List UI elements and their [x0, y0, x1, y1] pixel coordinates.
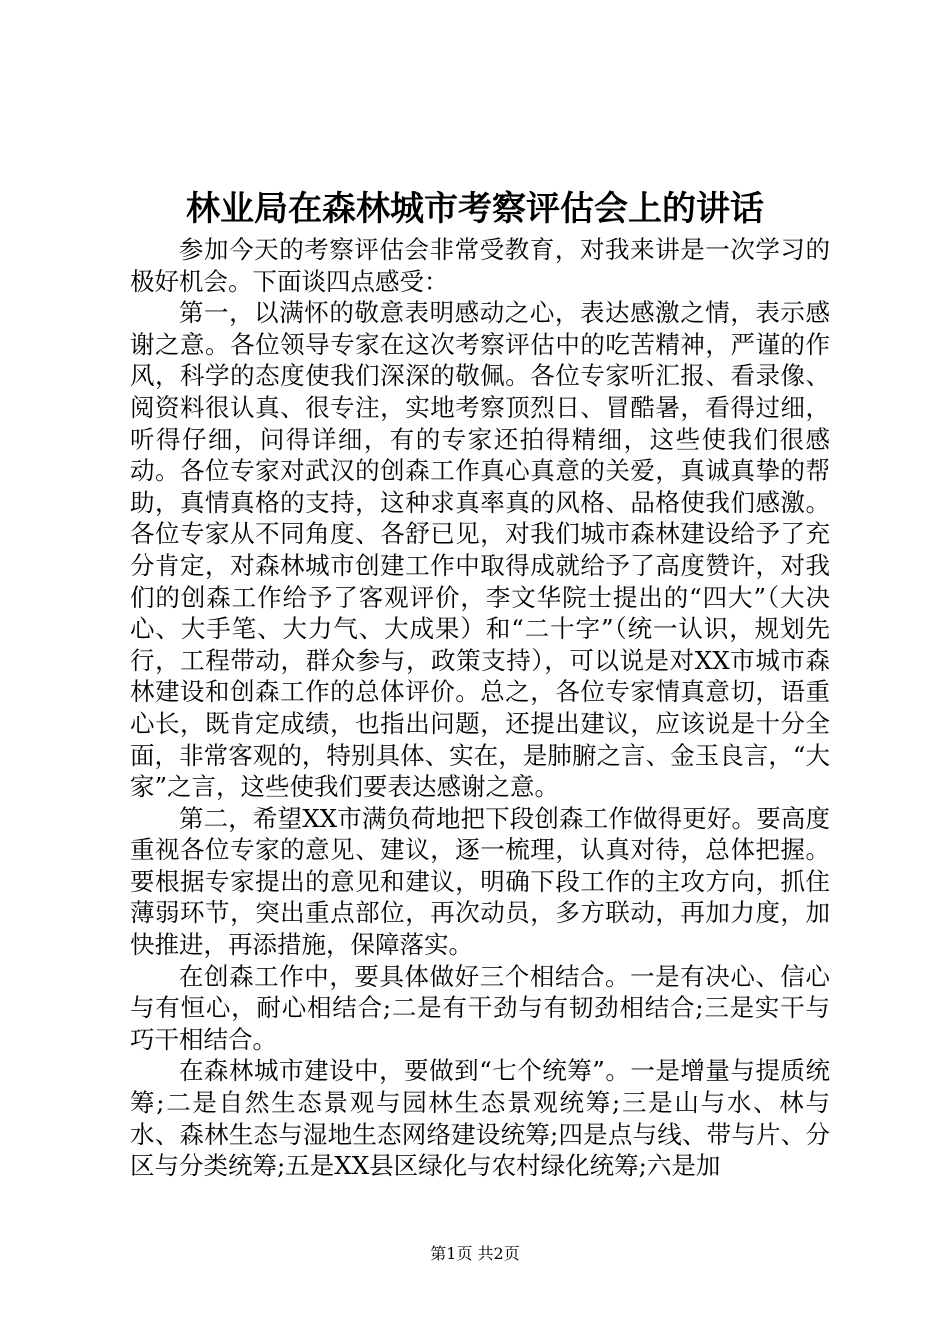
paragraph-second-point: 第二，希望XX市满负荷地把下段创森工作做得更好。要高度重视各位专家的意见、建议，逐一梳理，认真对待，总体把握。要根据专家提出的意见和建议，明确下段工作的主攻方向，抓住薄弱环节，突出重点部位，再次动员，多方联动，再加力度，加快推进，再添措施，保障落实。 [130, 803, 830, 960]
document-title: 林业局在森林城市考察评估会上的讲话 [186, 189, 764, 229]
paragraph-seven-coordinations: 在森林城市建设中，要做到“七个统筹”。一是增量与提质统筹;二是自然生态景观与园林生态景观统筹;三是山与水、林与水、森林生态与湿地生态网络建设统筹;四是点与线、带与片、分区与分类统筹;五是XX县区绿化与农村绿化统筹;六是加 [130, 1056, 830, 1181]
paragraph-three-combinations: 在创森工作中，要具体做好三个相结合。一是有决心、信心与有恒心，耐心相结合;二是有干劲与有韧劲相结合;三是实干与巧干相结合。 [130, 961, 830, 1054]
paragraph-intro: 参加今天的考察评估会非常受教育，对我来讲是一次学习的极好机会。下面谈四点感受： [130, 235, 830, 296]
document-body [130, 234, 830, 1182]
page-number-footer: 第1页 共2页 [430, 1244, 520, 1263]
paragraph-first-point: 第一，以满怀的敬意表明感动之心，表达感激之情，表示感谢之意。各位领导专家在这次考察评估中的吃苦精神，严谨的作风，科学的态度使我们深深的敬佩。各位专家听汇报、看录像、阅资料很认真、很专注，实地考察顶烈日、冒酷暑，看得过细，听得仔细，问得详细，有的专家还拍得精细，这些使我们很感动。各位专家对武汉的创森工作真心真意的关爱，真诚真挚的帮助，真情真格的支持，这种求真率真的风格、品格使我们感激。各位专家从不同角度、各舒已见，对我们城市森林建设给予了充分肯定，对森林城市创建工作中取得成就给予了高度赞许，对我们的创森工作给予了客观评价，李文华院士提出的“四大”（大决心、大手笔、大力气、大成果）和“二十字”（统一认识，规划先行，工程带动，群众参与，政策支持），可以说是对XX市城市森林建设和创森工作的总体评价。总之，各位专家情真意切，语重心长，既肯定成绩，也指出问题，还提出建议，应该说是十分全面，非常客观的，特别具体、实在，是肺腑之言、金玉良言，“大家”之言，这些使我们要表达感谢之意。 [130, 298, 830, 802]
